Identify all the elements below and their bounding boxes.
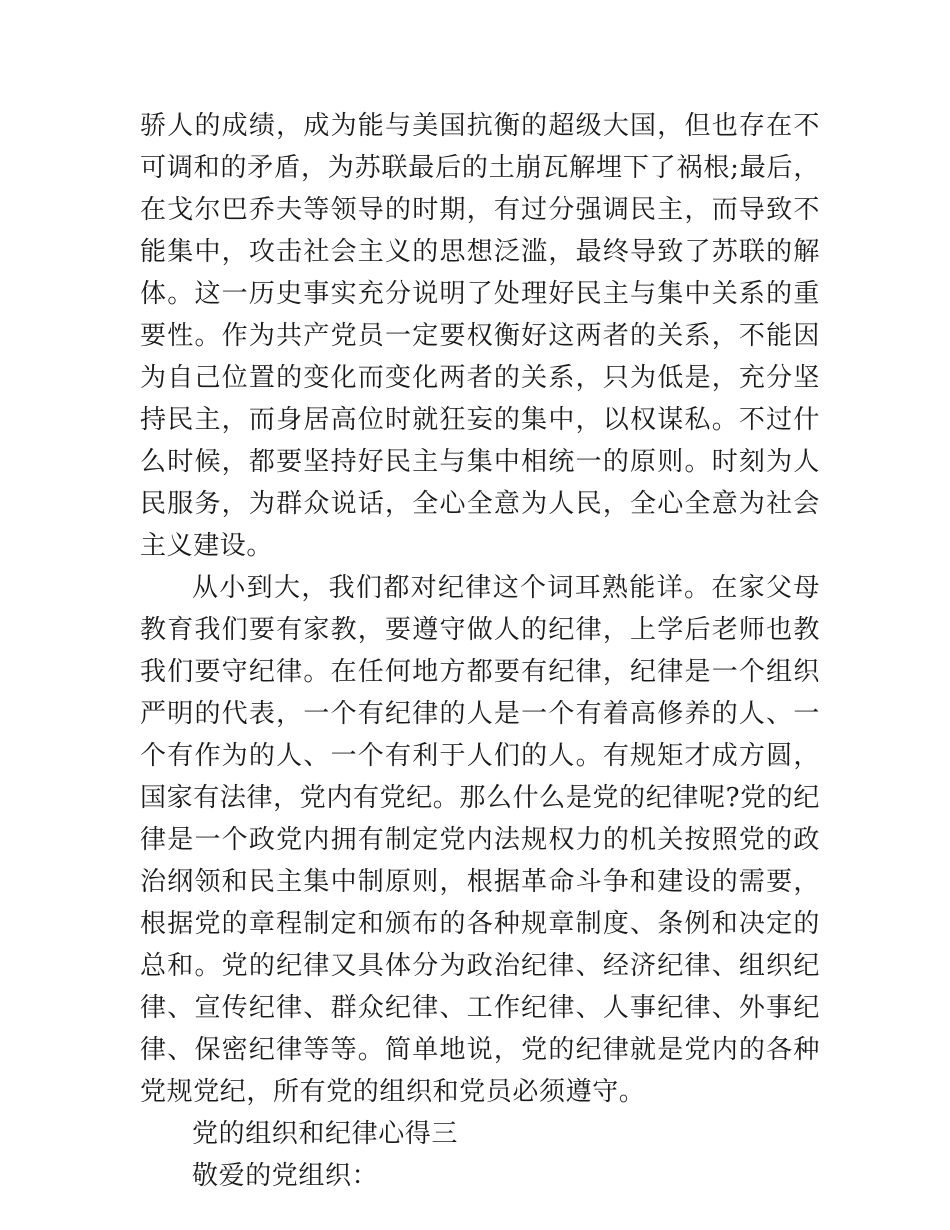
section-heading: 党的组织和纪律心得三	[192, 1119, 459, 1149]
salutation: 敬爱的党组织：	[192, 1161, 379, 1191]
paragraph-continuation: 骄人的成绩，成为能与美国抗衡的超级大国，但也存在不可调和的矛盾，为苏联最后的土崩瓦解埋下了祸根;最后，在戈尔巴乔夫等领导的时期，有过分强调民主，而导致不能集中，攻击社会主义的思想泛滥，最终导致了苏联的解体。这一历史事实充分说明了处理好民主与集中关系的重要性。作为共产党员一定要权衡好这两者的关系，不能因为自己位置的变化而变化两者的关系，只为低是，充分坚持民主，而身居高位时就狂妄的集中，以权谋私。不过什么时候，都要坚持好民主与集中相统一的原则。时刻为人民服务，为群众说话，全心全意为人民，全心全意为社会主义建设。	[140, 111, 820, 561]
paragraph-discipline: 从小到大，我们都对纪律这个词耳熟能详。在家父母教育我们要有家教，要遵守做人的纪律，上学后老师也教我们要守纪律。在任何地方都要有纪律，纪律是一个组织严明的代表，一个有纪律的人是一个有着高修养的人、一个有作为的人、一个有利于人们的人。有规矩才成方圆，国家有法律，党内有党纪。那么什么是党的纪律呢?党的纪律是一个政党内拥有制定党内法规权力的机关按照党的政治纲领和民主集中制原则，根据革命斗争和建设的需要，根据党的章程制定和颁布的各种规章制度、条例和决定的总和。党的纪律又具体分为政治纪律、经济纪律、组织纪律、宣传纪律、群众纪律、工作纪律、人事纪律、外事纪律、保密纪律等等。简单地说，党的纪律就是党内的各种党规党纪，所有党的组织和党员必须遵守。	[140, 573, 820, 1107]
document-body	[140, 105, 820, 1197]
